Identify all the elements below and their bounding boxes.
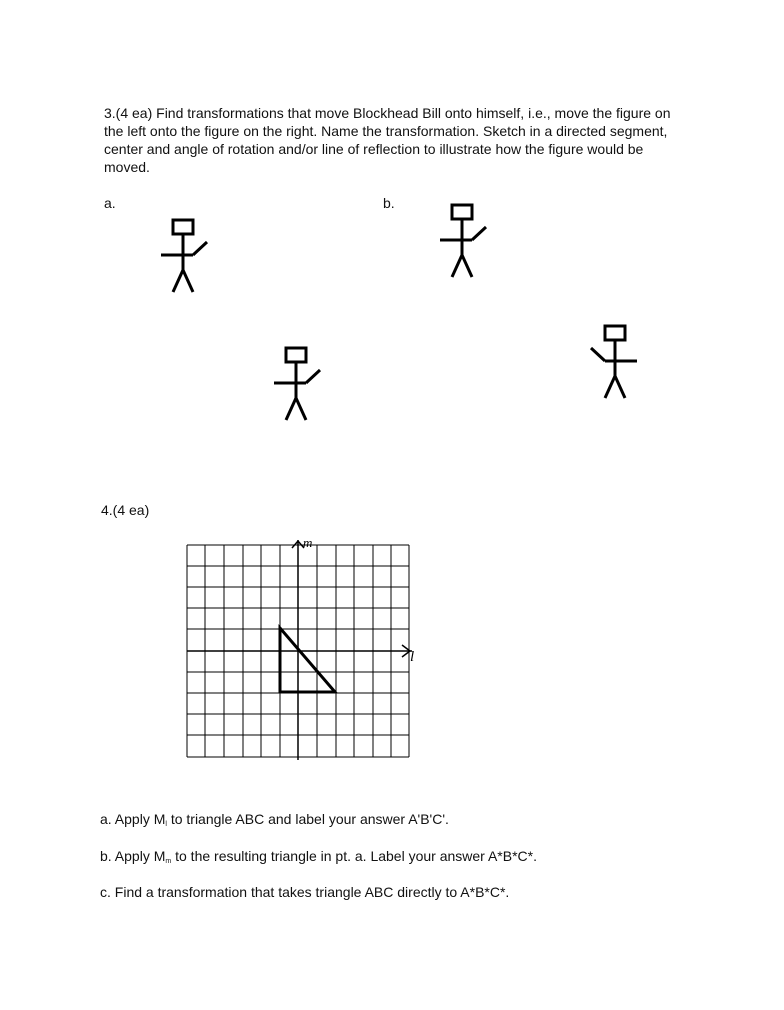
blockhead-bill-3b-left: [440, 205, 486, 277]
part-b-label: b.: [383, 195, 395, 211]
blockhead-bill-3a-left: [161, 220, 207, 292]
problem-3-instructions: 3.(4 ea) Find transformations that move Blockhead Bill onto himself, i.e., move the figure on the left onto the figure on the right. Name the transformation. Sketch in a directed segment, center and angle of rotation and/or line of reflection to illustrate how the figure would be moved.: [104, 105, 671, 175]
triangle-abc: [280, 628, 335, 692]
problem-4-part-b: b. Apply $M_m$ to the resulting triangle in pt. a. Label your answer A*B*C*.: [100, 848, 537, 865]
axis-m-label: m: [303, 535, 313, 550]
problem-4-part-c: c. Find a transformation that takes triangle ABC directly to A*B*C*.: [100, 884, 510, 900]
blockhead-bill-3a-right: [274, 348, 320, 420]
problem-4-heading: 4.(4 ea): [101, 502, 150, 518]
axis-l-label: l: [410, 649, 415, 665]
blockhead-bill-3b-right: [591, 326, 637, 398]
problem-4-part-a: a. Apply $M_l$ to triangle ABC and label your answer A'B'C'.: [100, 811, 449, 828]
part-a-label: a.: [104, 195, 116, 211]
